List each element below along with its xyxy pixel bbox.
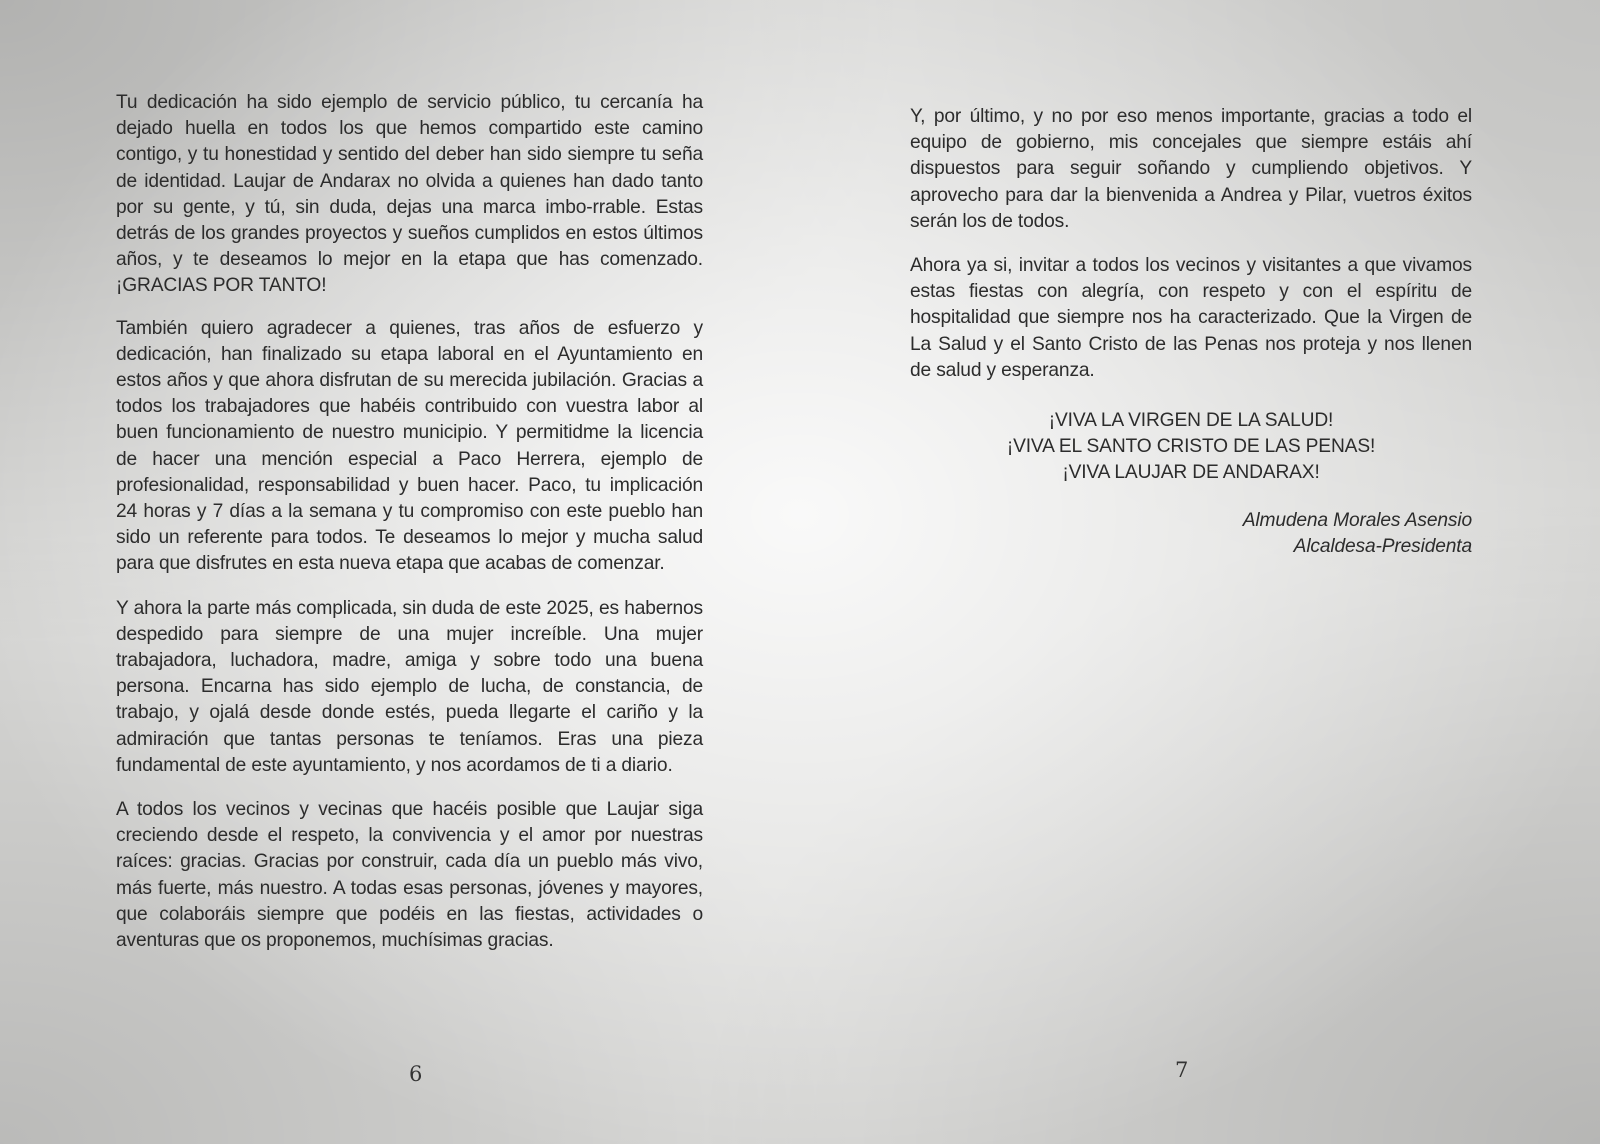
signature-title: Alcaldesa-Presidenta bbox=[1293, 536, 1472, 558]
paragraph-encarna-tribute: Y ahora la parte más complicada, sin duda de este 2025, es habernos despedido para siempre de una mujer increíble. Una mujer trabajadora, luchadora, madre, amiga y sobre todo una buena persona. Encarna has sido ejemplo de lucha, de constancia, de trabajo, y ojalá desde donde estés, pueda llegarte el cariño y la admiración que tantas personas te teníamos. Eras una pieza fundamental de este ayuntamiento, y nos acordamos de ti a diario. bbox=[116, 597, 703, 776]
signature-name: Almudena Morales Asensio bbox=[1242, 510, 1472, 532]
page-number-right: 7 bbox=[1175, 1058, 1189, 1082]
cheer-line: ¡VIVA EL SANTO CRISTO DE LAS PENAS! bbox=[1006, 436, 1376, 458]
paragraph-government-thanks: Y, por último, y no por eso menos importante, gracias a todo el equipo de gobierno, mis concejales que siempre estáis ahí dispuestos para seguir soñando y cumpliendo objetivos. Y aprovecho para dar la bienvenida a Andrea y Pilar, vuetros éxitos serán los de todos. bbox=[910, 106, 1472, 232]
right-text-column bbox=[910, 104, 1472, 560]
left-text-column bbox=[116, 90, 703, 972]
page-number-left: 6 bbox=[409, 1062, 423, 1086]
cheers-block bbox=[910, 408, 1472, 486]
signature-block bbox=[910, 508, 1472, 560]
paragraph-retirement-thanks: También quiero agradecer a quienes, tras años de esfuerzo y dedicación, han finalizado su etapa laboral en el Ayuntamiento en estos años y que ahora disfrutan de su merecida jubilación. Gracias a todos los trabajadores que habéis contribuido con vuestra labor al buen funcionamiento de nuestro municipio. Y permitidme la licencia de hacer una mención especial a Paco Herrera, ejemplo de profesionalidad, responsabilidad y buen hacer. Paco, tu implicación 24 horas y 7 días a la semana y tu compromiso con este pueblo han sido un referente para todos. Te deseamos lo mejor y mucha salud para que disfrutes en esta nueva etapa que acabas de comenzar. bbox=[116, 317, 703, 575]
paragraph-neighbors-thanks: A todos los vecinos y vecinas que hacéis posible que Laujar siga creciendo desde el respeto, la convivencia y el amor por nuestras raíces: gracias. Gracias por construir, cada día un pueblo más vivo, más fuerte, más nuestro. A todas esas personas, jóvenes y mayores, que colaboráis siempre que podéis en las fiestas, actividades o aventuras que os proponemos, muchísimas gracias. bbox=[116, 799, 703, 952]
cheer-line: ¡VIVA LAUJAR DE ANDARAX! bbox=[1062, 462, 1320, 484]
cheer-line: ¡VIVA LA VIRGEN DE LA SALUD! bbox=[1048, 410, 1334, 432]
paragraph-festival-invitation: Ahora ya si, invitar a todos los vecinos y visitantes a que vivamos estas fiestas con alegría, con respeto y con el espíritu de hospitalidad que siempre nos ha caracterizado. Que la Virgen de La Salud y el Santo Cristo de las Penas nos proteja y nos llenen de salud y esperanza. bbox=[910, 255, 1472, 381]
right-page bbox=[800, 0, 1600, 1144]
paragraph-dedication: Tu dedicación ha sido ejemplo de servicio público, tu cercanía ha dejado huella en todos los que hemos compartido este camino contigo, y tu honestidad y sentido del deber han sido siempre tu seña de identidad. Laujar de Andarax no olvida a quienes han dado tanto por su gente, y tú, sin duda, dejas una marca imbo-rrable. Estas detrás de los grandes proyectos y sueños cumplidos en estos últimos años, y te deseamos lo mejor en la etapa que has comenzado. ¡GRACIAS POR TANTO! bbox=[116, 92, 703, 297]
